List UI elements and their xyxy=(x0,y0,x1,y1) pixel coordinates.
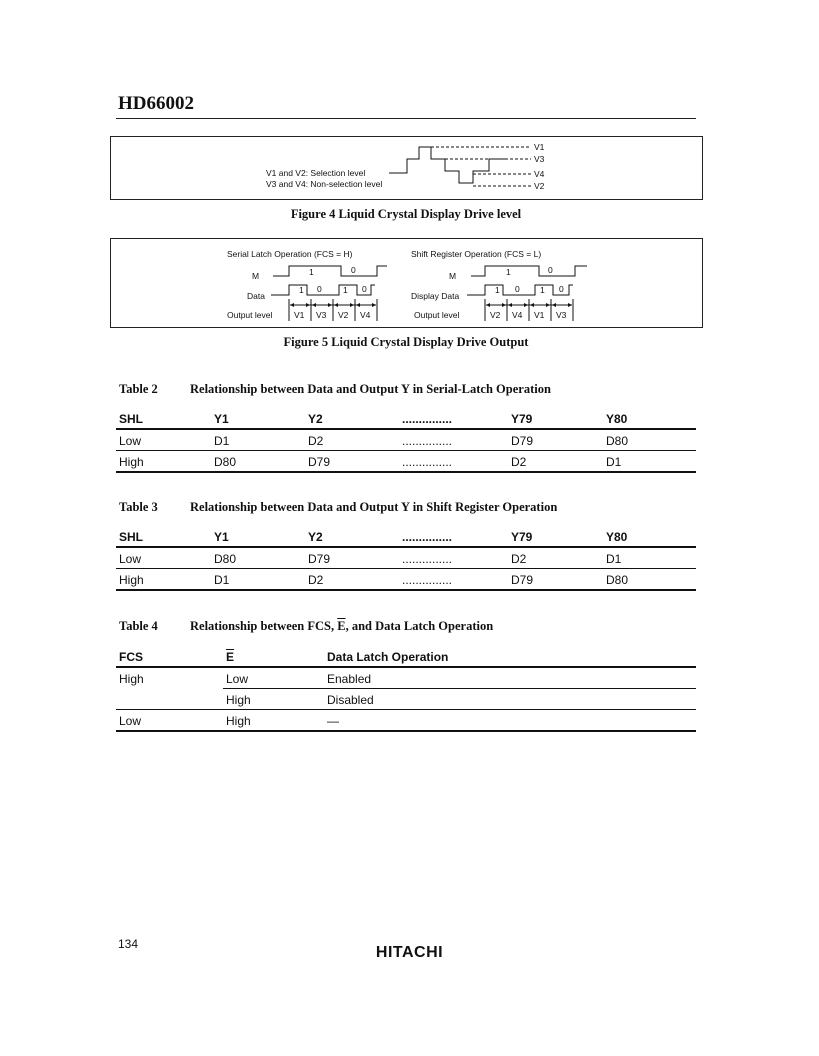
table-header-cell: SHL xyxy=(119,412,143,426)
table-cell: D79 xyxy=(511,434,534,448)
table-cell: High xyxy=(119,672,144,686)
table-cell: D2 xyxy=(511,455,527,469)
arrowhead-icon xyxy=(502,303,506,307)
table-cell: D79 xyxy=(308,455,331,469)
fig5-right-data-waveform xyxy=(467,285,573,295)
table-cell: Low xyxy=(119,714,142,728)
table4-title-e: $\overline{E}$ xyxy=(337,619,346,633)
arrowhead-icon xyxy=(306,303,310,307)
figure4-drive-level-diagram xyxy=(111,137,704,201)
arrowhead-icon xyxy=(486,303,490,307)
table-row xyxy=(116,451,696,473)
table-cell: D80 xyxy=(214,455,237,469)
page-number: 134 xyxy=(118,937,139,951)
table-cell: D1 xyxy=(606,552,622,566)
table-cell: High xyxy=(226,693,251,707)
fig5-right-m-value: 0 xyxy=(548,265,553,275)
fig5-left-heading: Serial Latch Operation (FCS = H) xyxy=(227,249,353,259)
fig5-right-data-value: 1 xyxy=(495,285,500,295)
arrowhead-icon xyxy=(552,303,556,307)
fig4-level-label: V3 xyxy=(534,154,545,164)
table-header-cell: Data Latch Operation xyxy=(327,650,449,664)
fig5-right-output-label: Output level xyxy=(414,310,460,320)
table-cell: D2 xyxy=(511,552,527,566)
figure4-caption: Figure 4 Liquid Crystal Display Drive level xyxy=(290,207,522,221)
table-cell: D79 xyxy=(511,573,534,587)
figure5-drive-output-diagram xyxy=(111,239,704,329)
table3-number: Table 3 xyxy=(119,500,158,514)
table-row xyxy=(116,710,696,732)
table-cell: D80 xyxy=(606,434,629,448)
document-title: HD66002 xyxy=(118,93,194,114)
table-header-row xyxy=(116,644,696,668)
table3-caption xyxy=(119,500,557,515)
fig4-level-label: V2 xyxy=(534,181,545,191)
fig5-left-m-waveform xyxy=(273,266,387,276)
table-header-cell: Y79 xyxy=(511,412,533,426)
table2 xyxy=(116,406,696,473)
table3-title: Relationship between Data and Output Y in Shift Register Operation xyxy=(190,500,558,514)
title-rule xyxy=(116,118,696,119)
fig4-legend-line2: V3 and V4: Non-selection level xyxy=(266,179,383,189)
table4-caption xyxy=(119,619,493,634)
table-cell: D2 xyxy=(308,573,324,587)
arrowhead-icon xyxy=(334,303,338,307)
fig5-right-data-label: Display Data xyxy=(411,291,460,301)
table-cell: Enabled xyxy=(327,672,372,686)
table-cell: ............... xyxy=(402,552,453,566)
fig5-left-output-label: Output level xyxy=(227,310,273,320)
fig4-legend-line1: V1 and V2: Selection level xyxy=(266,168,366,178)
fig4-level-label: V4 xyxy=(534,169,545,179)
fig5-right-data-value: 0 xyxy=(559,284,564,294)
table-cell: D79 xyxy=(308,552,331,566)
table-header-cell: FCS xyxy=(119,650,143,664)
fig5-left-data-value: 1 xyxy=(343,285,348,295)
table-cell: ............... xyxy=(402,455,453,469)
fig4-waveform xyxy=(389,147,507,183)
arrowhead-icon xyxy=(372,303,376,307)
fig5-right-data-value: 1 xyxy=(540,285,545,295)
table-row xyxy=(116,548,696,569)
figure5-box xyxy=(110,238,703,328)
fig5-right-heading: Shift Register Operation (FCS = L) xyxy=(411,249,542,259)
table-cell: High xyxy=(226,714,251,728)
figure5-caption: Figure 5 Liquid Crystal Display Drive Output xyxy=(283,335,529,349)
table-cell: High xyxy=(119,455,144,469)
table-header-cell: Y79 xyxy=(511,530,533,544)
table-header-cell: Y2 xyxy=(308,412,323,426)
table-cell: Low xyxy=(119,552,142,566)
table4-number: Table 4 xyxy=(119,619,158,633)
fig5-left-data-value: 0 xyxy=(362,284,367,294)
table-cell: Low xyxy=(119,434,142,448)
table-header-cell: $\overline{E}$ xyxy=(226,650,235,664)
fig5-right-m-value: 1 xyxy=(506,267,511,277)
table-cell: D1 xyxy=(214,434,230,448)
fig5-left-output-value: V4 xyxy=(360,310,371,320)
table-row-group xyxy=(116,668,696,710)
table-cell: D2 xyxy=(308,434,324,448)
table-header-cell: Y1 xyxy=(214,412,229,426)
brand-logo: HITACHI xyxy=(375,944,444,961)
arrowhead-icon xyxy=(290,303,294,307)
fig5-left-m-value: 1 xyxy=(309,267,314,277)
fig5-right-output-value: V2 xyxy=(490,310,501,320)
fig5-left-data-label: Data xyxy=(247,291,265,301)
fig5-left-output-value: V3 xyxy=(316,310,327,320)
arrowhead-icon xyxy=(508,303,512,307)
table4-title-pre: Relationship between FCS, xyxy=(190,619,338,633)
table-cell: D1 xyxy=(214,573,230,587)
fig5-left-data-value: 1 xyxy=(299,285,304,295)
table2-title: Relationship between Data and Output Y in Serial-Latch Operation xyxy=(190,382,551,396)
table-cell: D1 xyxy=(606,455,622,469)
fig5-left-m-label: M xyxy=(252,271,260,281)
arrowhead-icon xyxy=(312,303,316,307)
table-header-cell: Y2 xyxy=(308,530,323,544)
arrowhead-icon xyxy=(356,303,360,307)
table2-caption xyxy=(119,382,551,397)
arrowhead-icon xyxy=(568,303,572,307)
fig5-left-data-waveform xyxy=(271,285,375,295)
table-cell: Low xyxy=(226,672,249,686)
fig5-right-output-value: V4 xyxy=(512,310,523,320)
table-cell: ............... xyxy=(402,573,453,587)
fig5-left-m-value: 0 xyxy=(351,265,356,275)
fig5-right-output-value: V1 xyxy=(534,310,545,320)
table-row xyxy=(223,668,696,689)
fig5-right-m-label: M xyxy=(449,271,457,281)
table-header-cell: Y80 xyxy=(606,530,628,544)
fig5-right-m-waveform xyxy=(471,266,587,276)
table-header-cell: Y1 xyxy=(214,530,229,544)
table4-title-post: , and Data Latch Operation xyxy=(345,619,494,633)
table-header-cell: SHL xyxy=(119,530,143,544)
fig5-left-output-value: V1 xyxy=(294,310,305,320)
table-header-row xyxy=(116,406,696,430)
table-cell: — xyxy=(327,714,339,728)
table-row xyxy=(116,430,696,451)
arrowhead-icon xyxy=(524,303,528,307)
arrowhead-icon xyxy=(546,303,550,307)
fig5-right-data-value: 0 xyxy=(515,284,520,294)
arrowhead-icon xyxy=(530,303,534,307)
table-cell: Disabled xyxy=(327,693,374,707)
arrowhead-icon xyxy=(328,303,332,307)
fig5-left-output-value: V2 xyxy=(338,310,349,320)
table-header-cell: ............... xyxy=(402,412,453,426)
figure4-box xyxy=(110,136,703,200)
table2-number: Table 2 xyxy=(119,382,158,396)
fig4-level-label: V1 xyxy=(534,142,545,152)
table-cell: High xyxy=(119,573,144,587)
table4 xyxy=(116,644,696,732)
arrowhead-icon xyxy=(350,303,354,307)
fig5-right-output-value: V3 xyxy=(556,310,567,320)
fig5-left-data-value: 0 xyxy=(317,284,322,294)
table3 xyxy=(116,524,696,591)
table-header-cell: ............... xyxy=(402,530,453,544)
table-header-row xyxy=(116,524,696,548)
table-row xyxy=(223,689,696,709)
table-header-cell: Y80 xyxy=(606,412,628,426)
table-cell: ............... xyxy=(402,434,453,448)
table-cell: D80 xyxy=(214,552,237,566)
table-cell: D80 xyxy=(606,573,629,587)
table-row xyxy=(116,569,696,591)
